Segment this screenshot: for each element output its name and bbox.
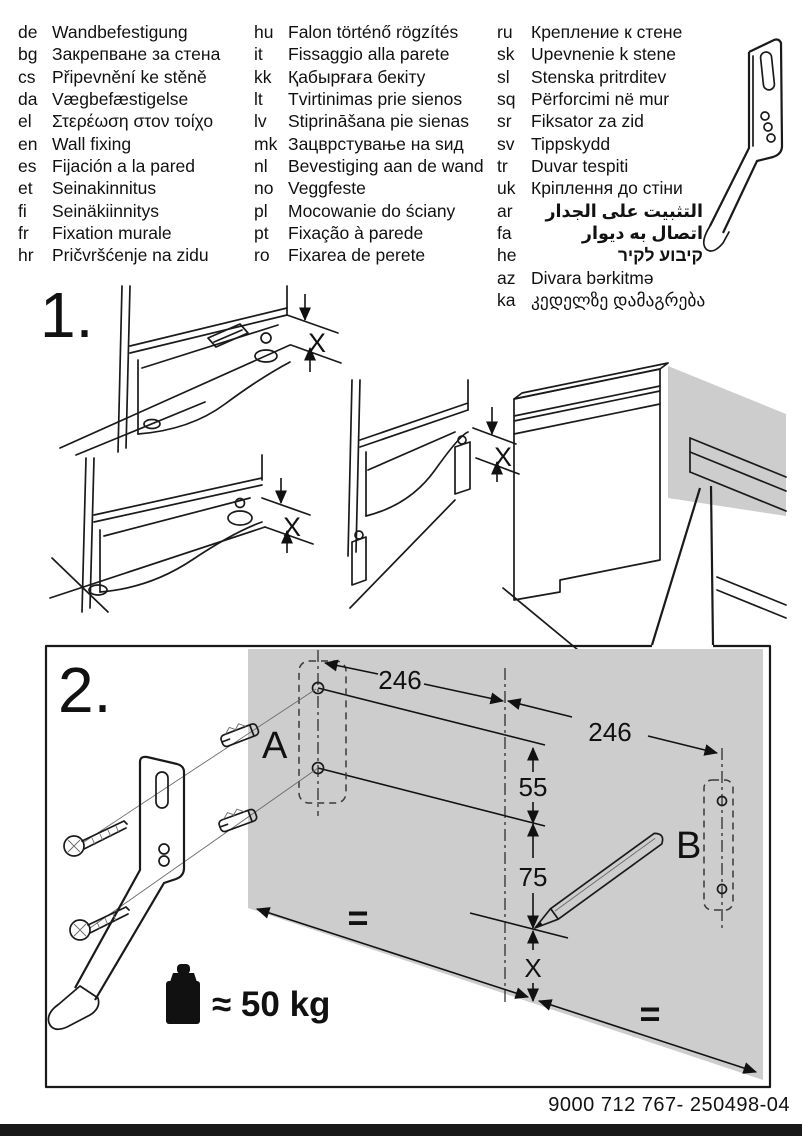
- dim-x-label: X: [524, 953, 542, 983]
- language-title: კედელზე დამაგრება: [531, 290, 706, 311]
- language-code: sl: [497, 66, 510, 87]
- language-title: Stenska pritrditev: [531, 66, 667, 87]
- language-code: es: [18, 156, 37, 177]
- language-title: Крепление к стене: [531, 22, 683, 42]
- language-code: he: [497, 245, 517, 266]
- equal-left-label: =: [347, 897, 369, 938]
- language-title: Bevestiging aan de wand: [288, 156, 484, 177]
- page-bottom-bar: [0, 1124, 802, 1136]
- language-code: az: [497, 267, 516, 288]
- language-title: اتصال به ديوار: [581, 223, 703, 244]
- language-title: Seinäkiinnitys: [52, 200, 159, 221]
- appliance-feet-illustration-3: [348, 380, 519, 608]
- step-1-label: 1.: [40, 279, 94, 351]
- language-title: Fixation murale: [52, 223, 172, 244]
- language-code: ro: [254, 245, 270, 266]
- language-code: hr: [18, 245, 34, 266]
- language-code: da: [18, 89, 38, 110]
- language-code: pl: [254, 200, 268, 221]
- step-2-label: 2.: [58, 654, 112, 726]
- language-title: Кріплення до стіни: [531, 178, 683, 199]
- language-code: tr: [497, 156, 508, 177]
- language-code: sv: [497, 133, 515, 154]
- dim-75-label: 75: [518, 862, 548, 892]
- language-code: ka: [497, 290, 516, 311]
- language-code: hu: [254, 22, 274, 42]
- language-title: Fiksator za zid: [531, 111, 644, 132]
- language-title: Vægbefæstigelse: [52, 89, 189, 110]
- language-code: nl: [254, 156, 268, 177]
- language-title: Tvirtinimas prie sienos: [288, 89, 463, 110]
- language-code: no: [254, 178, 274, 199]
- dim-x-label-2: X: [283, 512, 302, 542]
- language-code: fi: [18, 200, 27, 221]
- language-title: Tippskydd: [531, 133, 611, 154]
- language-title: Stiprināšana pie sienas: [288, 111, 469, 132]
- language-title: Përforcimi në mur: [531, 89, 670, 110]
- language-title: Fissaggio alla parete: [288, 44, 450, 65]
- appliance-feet-illustration-2: [50, 455, 313, 612]
- point-a-label: A: [262, 725, 288, 767]
- language-title: Wandbefestigung: [52, 22, 188, 42]
- language-code: uk: [497, 178, 516, 199]
- language-title: التثبيت على الجدار: [545, 200, 703, 221]
- language-title: Wall fixing: [52, 133, 132, 154]
- language-title: Divara bərkitmə: [531, 267, 654, 288]
- language-title: קיבוע לקיר: [617, 245, 703, 266]
- weight-icon: [166, 964, 200, 1024]
- appliance-feet-illustration-1: [60, 286, 341, 455]
- language-code: fr: [18, 223, 29, 244]
- language-code: et: [18, 178, 33, 199]
- equal-right-label: =: [639, 993, 661, 1034]
- dim-55-label: 55: [518, 772, 548, 802]
- language-title: Veggfeste: [288, 178, 366, 199]
- language-title: Pričvršćenje na zidu: [52, 245, 209, 266]
- language-code: ar: [497, 200, 513, 221]
- language-title: Připevnění ke stěně: [52, 66, 207, 87]
- language-code: pt: [254, 223, 269, 244]
- language-code: sq: [497, 89, 516, 110]
- language-title: Қабырғаға бекіту: [288, 66, 426, 87]
- language-code: el: [18, 111, 32, 132]
- language-code: it: [254, 44, 263, 65]
- language-code: cs: [18, 66, 36, 87]
- language-title: Закрепване за стена: [52, 44, 221, 65]
- language-title: Falon történő rögzítés: [288, 22, 459, 42]
- cabinet-corner-illustration: [503, 363, 786, 650]
- wall-panel-shaded: [668, 366, 786, 516]
- wall-bracket-icon: [704, 39, 782, 251]
- language-title: Duvar tespiti: [531, 156, 629, 177]
- dim-x-label-3: X: [494, 442, 513, 472]
- language-title: Fijación a la pared: [52, 156, 195, 177]
- language-code: mk: [254, 133, 278, 154]
- language-title: Fixação à parede: [288, 223, 424, 244]
- dim-x-label-1: X: [308, 328, 327, 358]
- language-code: en: [18, 133, 38, 154]
- dim-246-left-label: 246: [378, 665, 422, 695]
- language-code: lt: [254, 89, 263, 110]
- language-title: Fixarea de perete: [288, 245, 426, 266]
- language-code: sk: [497, 44, 515, 65]
- weight-label: ≈ 50 kg: [212, 985, 331, 1024]
- language-code: sr: [497, 111, 512, 132]
- language-code: ru: [497, 22, 513, 42]
- language-title: Mocowanie do ściany: [288, 200, 456, 221]
- document-number: 9000 712 767- 250498-04: [548, 1094, 790, 1116]
- language-code: fa: [497, 223, 512, 244]
- dim-246-right-label: 246: [588, 717, 632, 747]
- language-code: kk: [254, 66, 272, 87]
- language-title: Στερέωση στον τοίχο: [52, 111, 214, 132]
- language-title: Зацврстување на ѕид: [288, 133, 464, 154]
- language-code: bg: [18, 44, 38, 65]
- language-title: Seinakinnitus: [52, 178, 157, 199]
- language-title: Upevnenie k stene: [531, 44, 676, 65]
- language-code: de: [18, 22, 38, 42]
- point-b-label: B: [676, 825, 702, 867]
- language-code: lv: [254, 111, 267, 132]
